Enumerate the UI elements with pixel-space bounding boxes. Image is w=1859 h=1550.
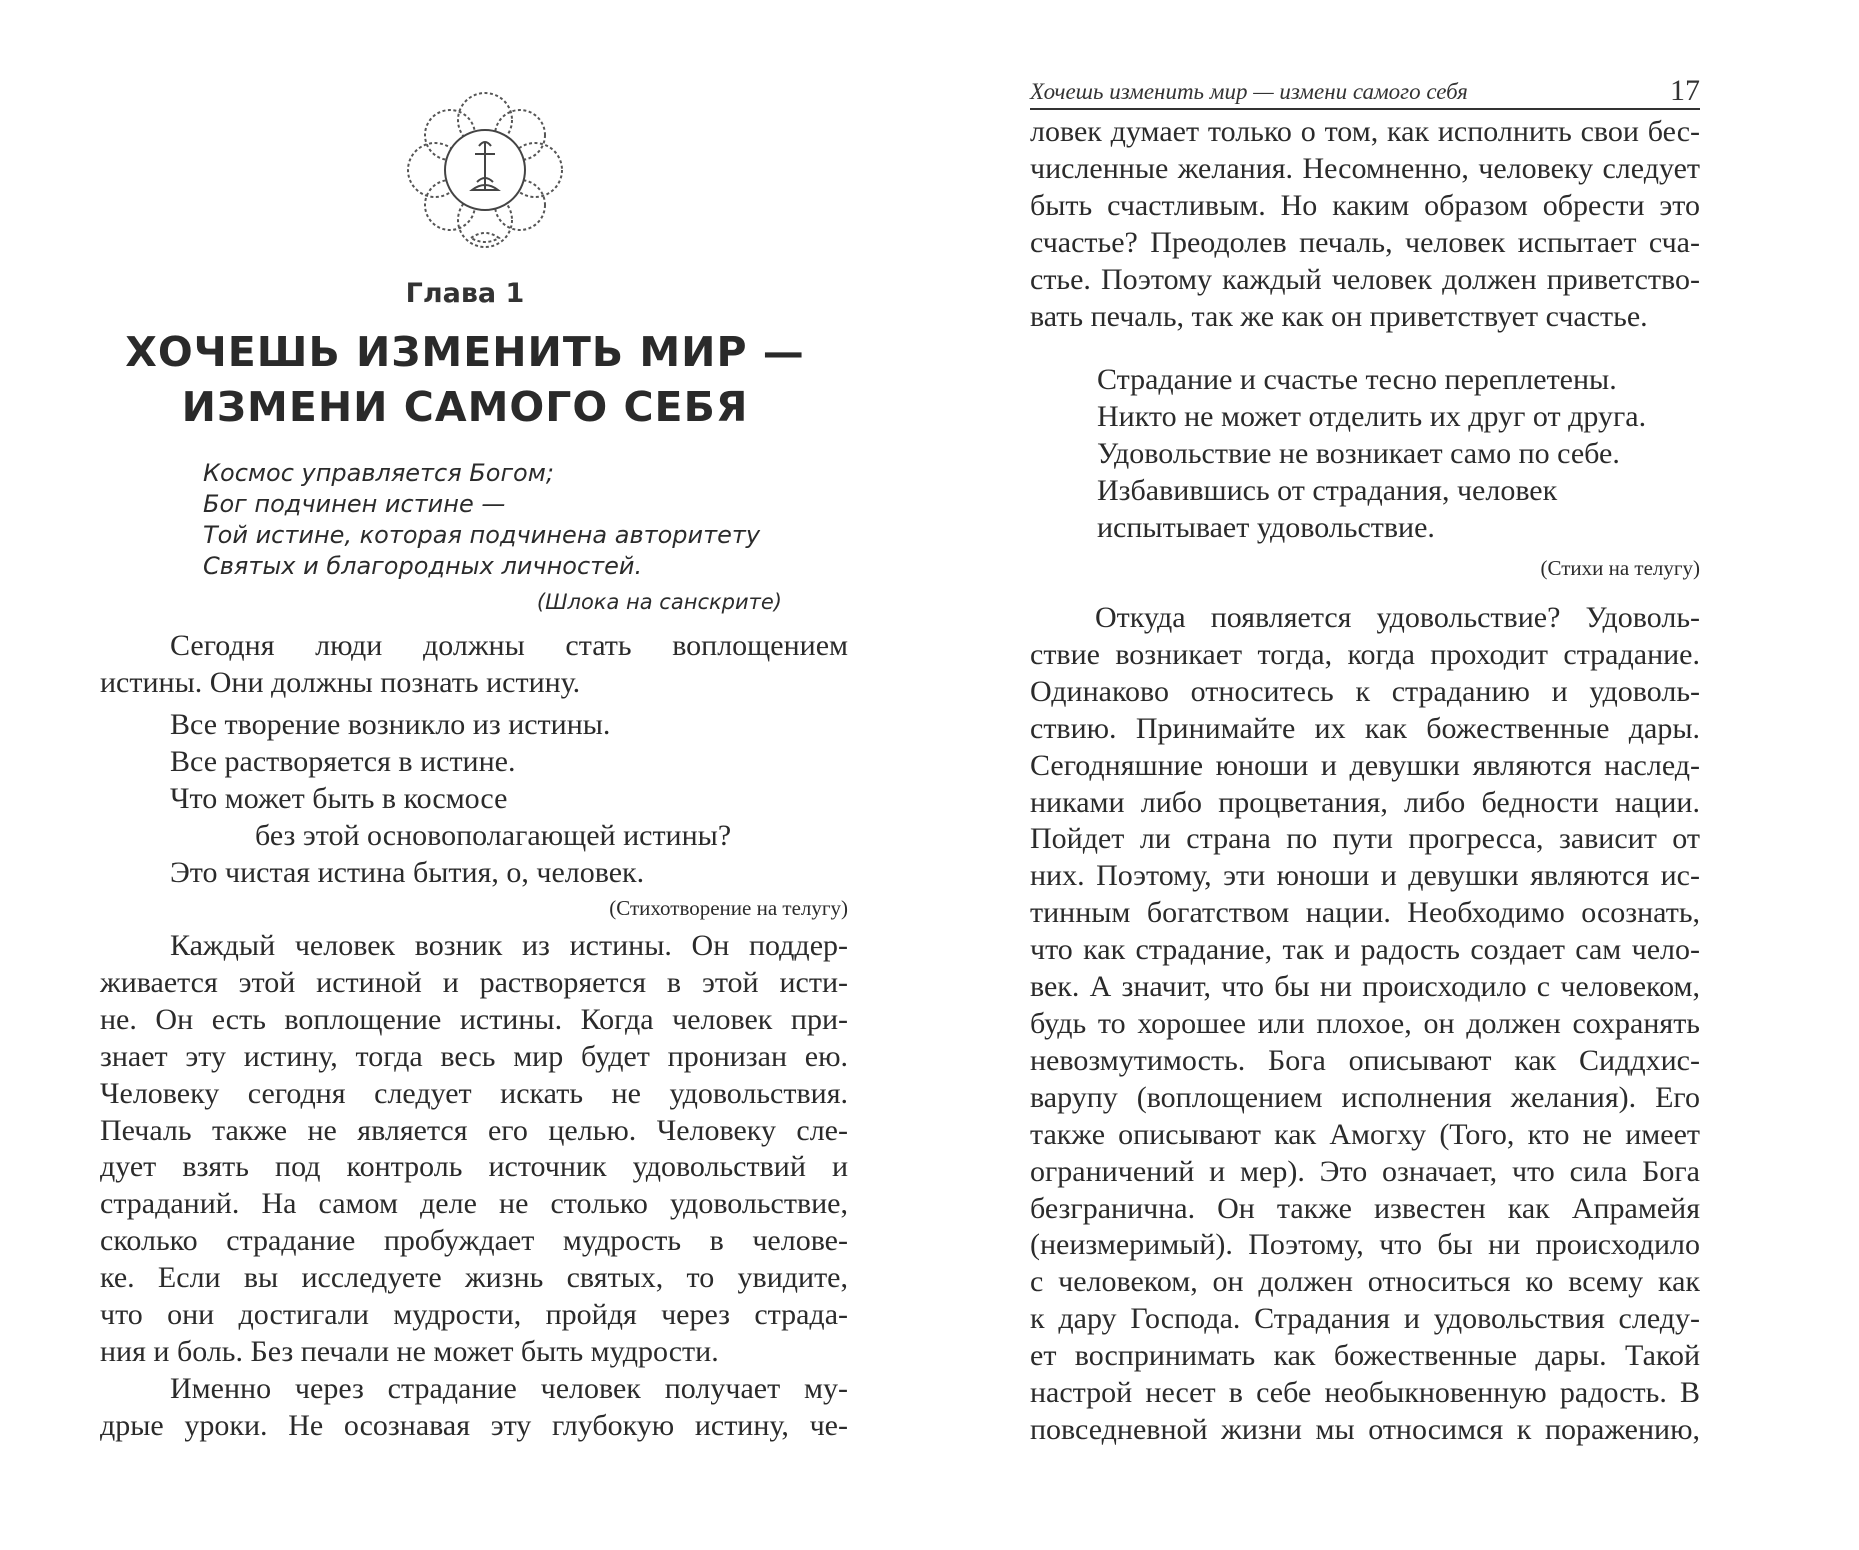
text-line: истины. Они должны познать истину. [100, 665, 581, 699]
text-line: страданий. На самом деле не столько удовольствие, [100, 1187, 848, 1221]
lotus-cross-emblem-icon [405, 90, 565, 250]
text-line: к дару Господа. Страдания и удовольствия следу- [1030, 1302, 1700, 1336]
intro-paragraph [100, 628, 848, 702]
text-line: Именно через страдание человек получает му- [170, 1372, 848, 1405]
text-line: сколько страдание пробуждает мудрость в челове- [100, 1224, 848, 1258]
epigraph-source: (Шлока на санскрите) [536, 590, 782, 614]
chapter-title-line: ХОЧЕШЬ ИЗМЕНИТЬ МИР — [125, 328, 805, 376]
text-line: век. А значит, что бы ни происходило с человеком, [1030, 970, 1700, 1004]
poem-line: без этой основополагающей истины? [255, 818, 732, 852]
poem-line: Удовольствие не возникает само по себе. [1097, 436, 1620, 470]
text-line: что как страдание, так и радость создает сам чело- [1030, 933, 1700, 967]
paragraph [100, 1371, 848, 1445]
epigraph-line: Той истине, которая подчинена авторитету [203, 521, 761, 549]
text-line: ограничений и мер). Это означает, что сила Бога [1030, 1154, 1700, 1188]
text-line: Человеку сегодня следует искать не удовольствия. [100, 1076, 848, 1110]
text-line: быть счастливым. Но каким образом обрести это [1030, 188, 1700, 222]
chapter-title [0, 325, 930, 435]
text-line: Сегодняшние юноши и девушки являются наслед- [1030, 748, 1700, 782]
right-page [930, 0, 1859, 1550]
text-line: ет воспринимать как божественные дары. Такой [1030, 1339, 1700, 1373]
text-line: что они достигали мудрости, пройдя через страда- [100, 1298, 848, 1332]
text-line: повседневной жизни мы относимся к поражению, [1030, 1412, 1700, 1446]
poem-line: Все растворяется в истине. [170, 744, 516, 778]
page-number: 17 [1670, 74, 1700, 107]
epigraph-line: Бог подчинен истине — [203, 490, 506, 518]
poem [170, 707, 850, 892]
text-line: с человеком, он должен относиться ко всему как [1030, 1265, 1700, 1299]
text-line: ствию. Принимайте их как божественные дары. [1030, 711, 1700, 745]
text-line: численные желания. Несомненно, человеку следует [1030, 151, 1700, 185]
text-line: также описывают как Амогху (Того, кто не имеет [1030, 1117, 1700, 1151]
text-line: дует взять под контроль источник удовольствий и [100, 1150, 848, 1184]
text-line: Пойдет ли страна по пути прогресса, зависит от [1030, 822, 1700, 856]
poem-line: Все творение возникло из истины. [170, 708, 611, 741]
text-line: Откуда появляется удовольствие? Удоволь- [1095, 601, 1700, 634]
paragraph [100, 928, 848, 1371]
text-line: настрой несет в себе необыкновенную радость. В [1030, 1376, 1700, 1410]
poem-line: Избавившись от страдания, человек [1097, 473, 1558, 507]
running-title: Хочешь изменить мир — измени самого себя [1030, 79, 1468, 104]
chapter-label: Глава 1 [405, 278, 525, 309]
poem-line: Это чистая истина бытия, о, человек. [170, 855, 645, 889]
chapter-title-line: ИЗМЕНИ САМОГО СЕБЯ [181, 383, 749, 431]
paragraph [1030, 600, 1700, 1449]
text-line: Сегодня люди должны стать воплощением [170, 629, 848, 662]
text-line: никами либо процветания, либо бедности нации. [1030, 785, 1700, 819]
text-line: вать печаль, так же как он приветствует счастье. [1030, 299, 1648, 333]
running-header [1030, 74, 1700, 110]
text-line: Печаль также не является его целью. Человеку сле- [100, 1113, 848, 1147]
text-line: невозмутимость. Бога описывают как Сиддхис- [1030, 1043, 1700, 1077]
text-line: счастье? Преодолев печаль, человек испытает сча- [1030, 225, 1700, 259]
text-line: будь то хорошее или плохое, он должен сохранять [1030, 1006, 1700, 1040]
poem-line: Страдание и счастье тесно переплетены. [1097, 363, 1617, 396]
text-line: не. Он есть воплощение истины. Когда человек при- [100, 1002, 848, 1036]
epigraph-line: Святых и благородных личностей. [203, 552, 643, 580]
poem-source: (Стихотворение на телугу) [609, 896, 848, 920]
paragraph [1030, 114, 1700, 335]
text-line: ния и боль. Без печали не может быть мудрости. [100, 1334, 719, 1368]
poem-line: испытывает удовольствие. [1097, 510, 1435, 544]
text-line: безгранична. Он также известен как Апрамейя [1030, 1191, 1700, 1225]
epigraph-line: Космос управляется Богом; [203, 459, 554, 487]
epigraph [203, 458, 843, 582]
poem-line: Что может быть в космосе [170, 781, 508, 815]
text-line: Одинаково относитесь к страданию и удоволь- [1030, 674, 1700, 708]
poem-source: (Стихи на телугу) [1540, 556, 1700, 580]
text-line: (неизмеримый). Поэтому, что бы ни происходило [1030, 1228, 1700, 1262]
text-line: ствие возникает тогда, когда проходит страдание. [1030, 637, 1700, 671]
poem [1097, 362, 1697, 547]
text-line: живается этой истиной и растворяется в этой исти- [100, 965, 848, 999]
poem-line: Никто не может отделить их друг от друга. [1097, 399, 1647, 433]
text-line: ке. Если вы исследуете жизнь святых, то увидите, [100, 1261, 848, 1295]
text-line: них. Поэтому, эти юноши и девушки являются ис- [1030, 859, 1700, 893]
text-line: тинным богатством нации. Необходимо осознать, [1030, 896, 1700, 930]
text-line: Каждый человек возник из истины. Он поддер- [170, 929, 848, 962]
text-line: знает эту истину, тогда весь мир будет пронизан ею. [100, 1039, 848, 1073]
text-line: ловек думает только о том, как исполнить свои бес- [1030, 115, 1700, 148]
text-line: варупу (воплощением исполнения желания). Его [1030, 1080, 1700, 1114]
text-line: стье. Поэтому каждый человек должен приветство- [1030, 262, 1700, 296]
text-line: дрые уроки. Не осознавая эту глубокую истину, че- [100, 1408, 848, 1442]
